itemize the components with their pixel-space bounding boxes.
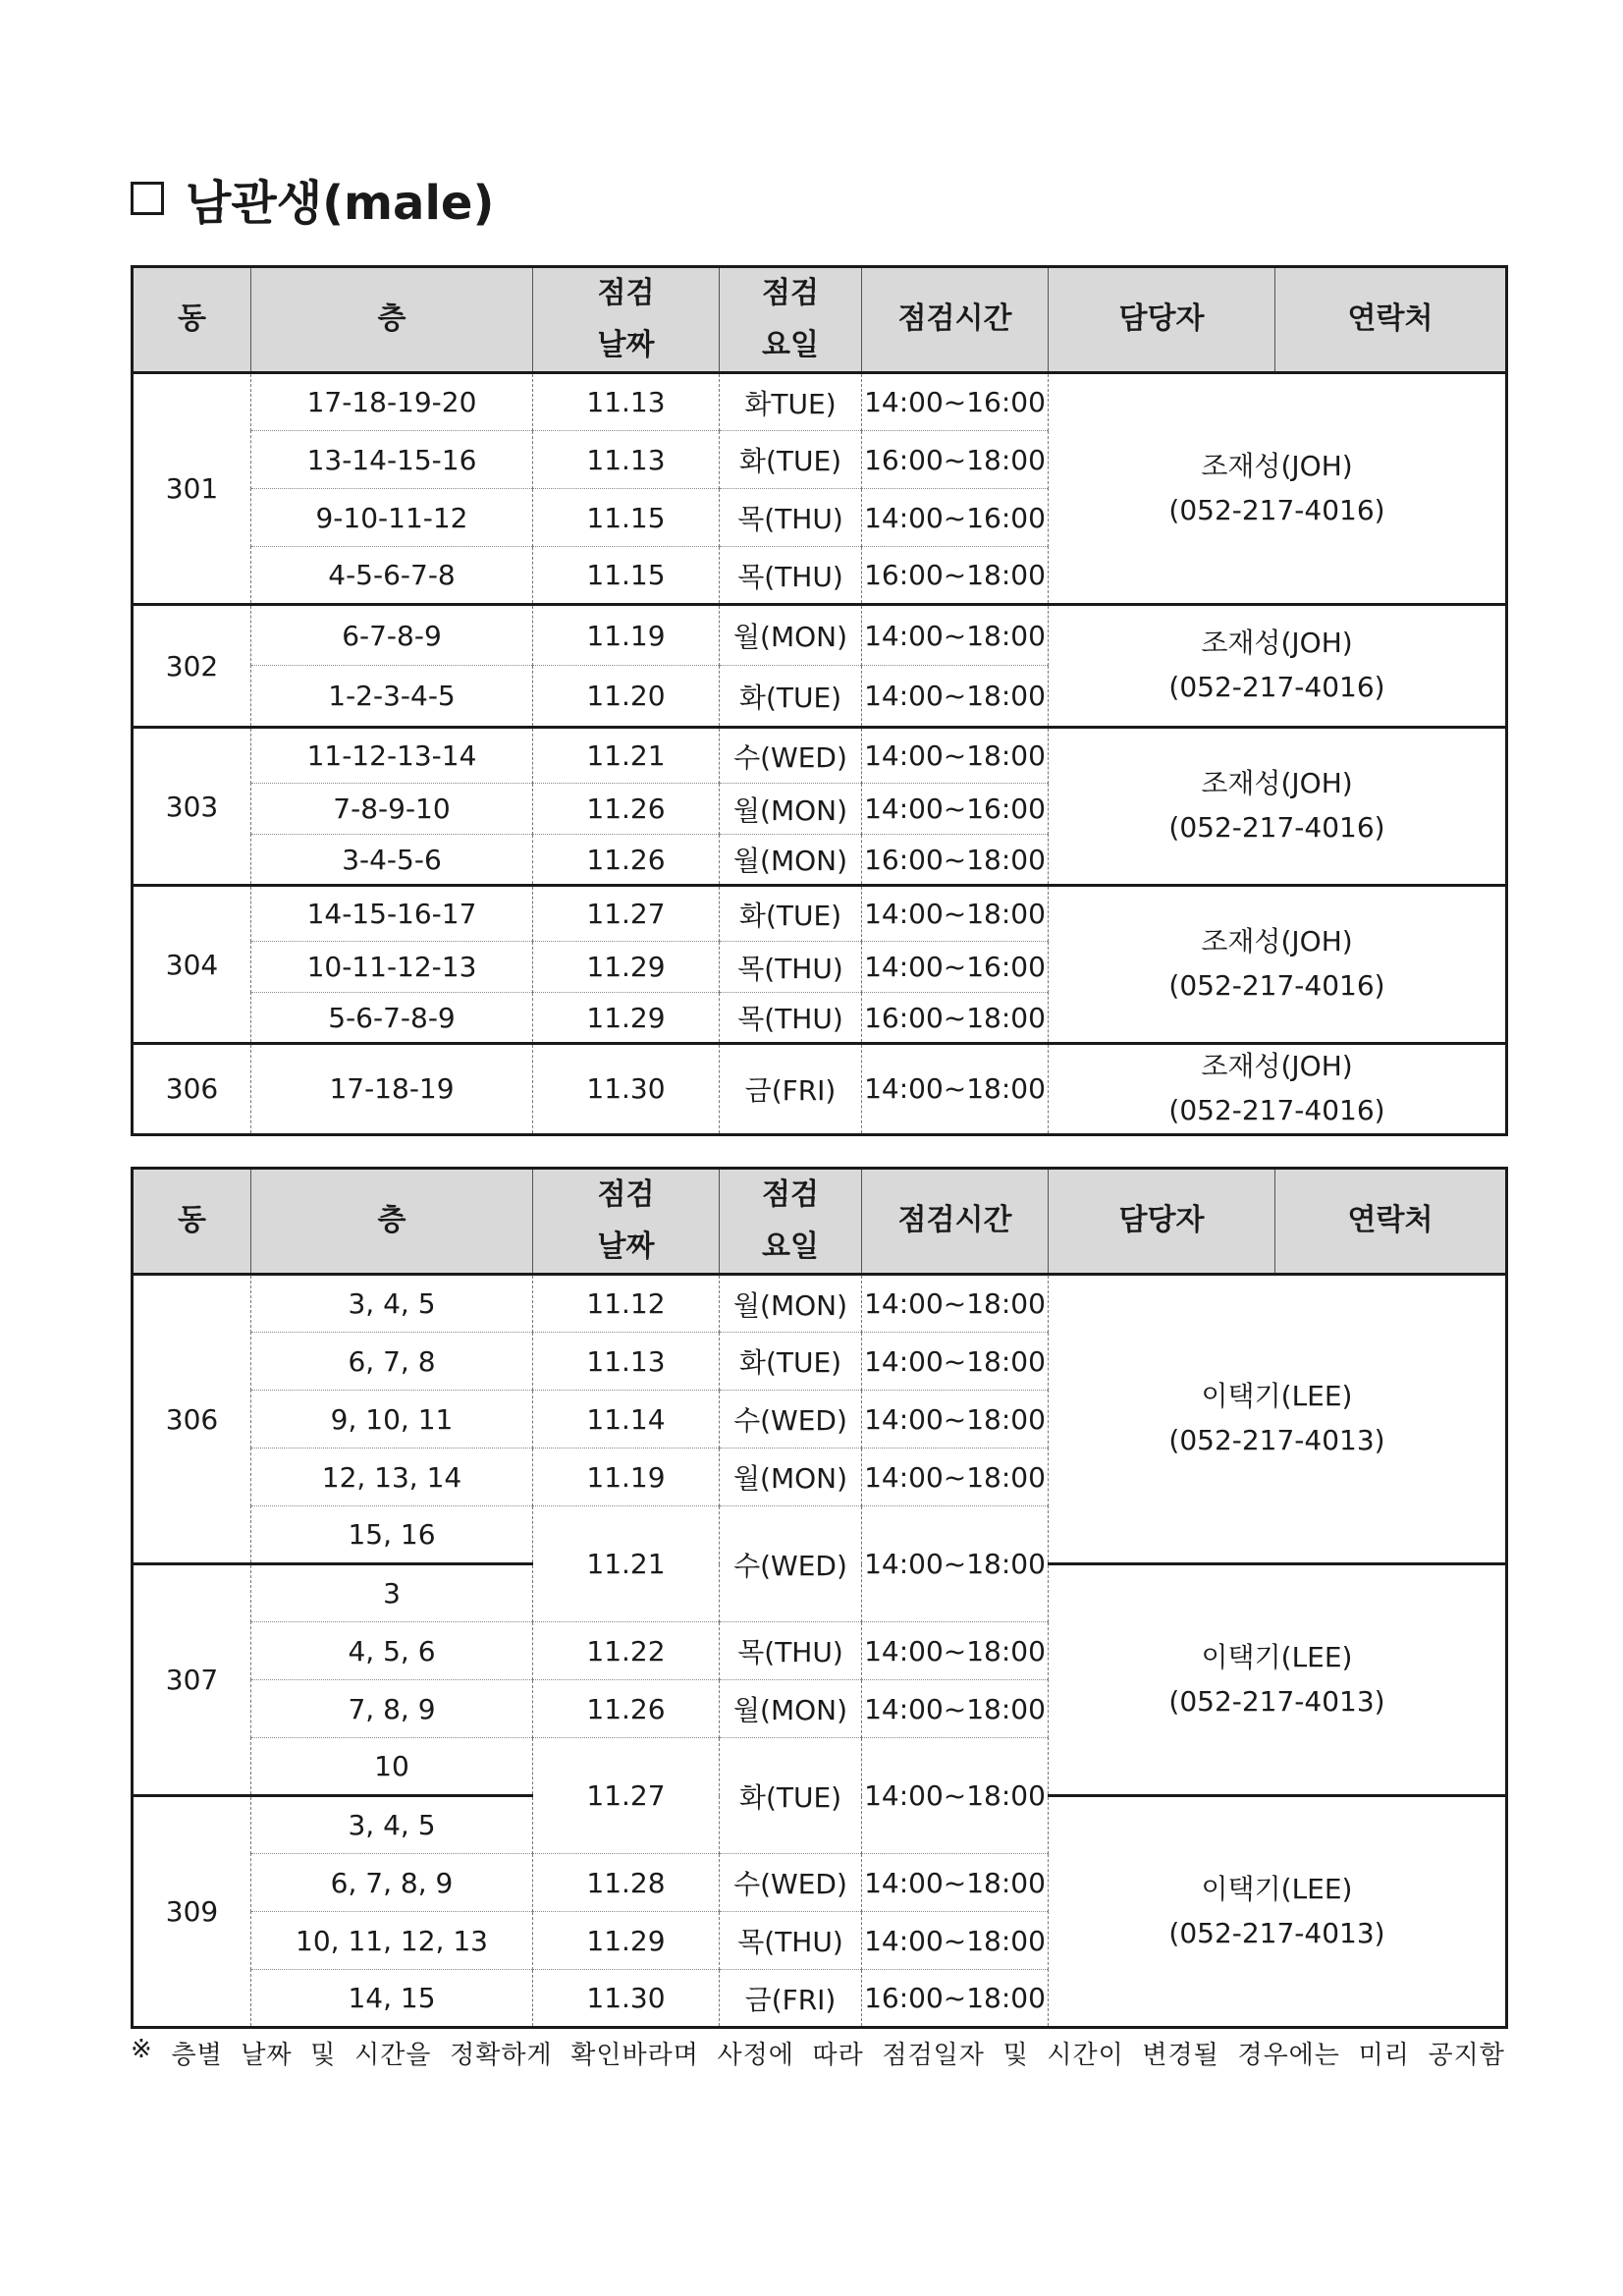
note-word: 공지함 [1428, 2041, 1505, 2070]
date-cell: 11.12 [533, 1275, 720, 1333]
time-cell: 14:00~18:00 [862, 666, 1049, 728]
table-row [133, 886, 1507, 942]
time-cell: 14:00~18:00 [862, 1044, 1049, 1135]
date-cell: 11.21 [533, 1506, 720, 1622]
note-word: 날짜 [241, 2041, 293, 2070]
floor-cell: 1-2-3-4-5 [251, 666, 533, 728]
time-cell: 16:00~18:00 [862, 993, 1049, 1044]
date-cell: 11.29 [533, 1912, 720, 1970]
day-cell: 수(WED) [720, 1506, 862, 1622]
day-cell: 월(MON) [720, 1275, 862, 1333]
floor-cell: 5-6-7-8-9 [251, 993, 533, 1044]
note-word: 및 [1002, 2041, 1029, 2070]
day-cell: 수(WED) [720, 1854, 862, 1912]
floor-cell: 3-4-5-6 [251, 835, 533, 886]
day-cell: 수(WED) [720, 728, 862, 784]
contact-phone: (052-217-4013) [1168, 1916, 1385, 1949]
date-cell: 11.14 [533, 1391, 720, 1449]
date-cell: 11.28 [533, 1854, 720, 1912]
day-cell: 월(MON) [720, 835, 862, 886]
header-date: 점검 날짜 [533, 267, 720, 373]
day-cell: 목(THU) [720, 547, 862, 605]
time-cell: 14:00~18:00 [862, 1333, 1049, 1391]
header-building: 동 [133, 1169, 251, 1275]
building-cell: 303 [133, 728, 251, 886]
time-cell: 14:00~18:00 [862, 1912, 1049, 1970]
page-title [131, 169, 495, 231]
floor-cell: 14, 15 [251, 1970, 533, 2028]
date-cell: 11.13 [533, 431, 720, 489]
date-cell: 11.27 [533, 1738, 720, 1854]
note-word: 정확하게 [450, 2041, 553, 2070]
time-cell: 16:00~18:00 [862, 835, 1049, 886]
contact-phone: (052-217-4013) [1168, 1424, 1385, 1456]
header-day: 점검 요일 [720, 267, 862, 373]
day-cell: 월(MON) [720, 784, 862, 835]
building-cell: 307 [133, 1564, 251, 1796]
time-cell: 14:00~18:00 [862, 728, 1049, 784]
contact-name: 조재성(JOH) [1201, 449, 1353, 482]
note-word: 시간을 [354, 2041, 432, 2070]
header-floor: 층 [251, 1169, 533, 1275]
floor-cell: 6, 7, 8, 9 [251, 1854, 533, 1912]
floor-cell: 3, 4, 5 [251, 1275, 533, 1333]
header-building: 동 [133, 267, 251, 373]
floor-cell: 7-8-9-10 [251, 784, 533, 835]
floor-cell: 4-5-6-7-8 [251, 547, 533, 605]
note-word: 및 [310, 2041, 337, 2070]
note-word: ※ [131, 2035, 153, 2064]
floor-cell: 12, 13, 14 [251, 1449, 533, 1506]
header-contact: 연락처 [1275, 267, 1507, 373]
date-cell: 11.19 [533, 605, 720, 666]
header-date: 점검 날짜 [533, 1169, 720, 1275]
day-cell: 수(WED) [720, 1391, 862, 1449]
day-cell: 목(THU) [720, 1912, 862, 1970]
date-cell: 11.26 [533, 784, 720, 835]
time-cell: 14:00~18:00 [862, 1680, 1049, 1738]
date-cell: 11.29 [533, 993, 720, 1044]
day-cell: 목(THU) [720, 993, 862, 1044]
contact-phone: (052-217-4013) [1168, 1684, 1385, 1718]
time-cell: 14:00~16:00 [862, 373, 1049, 431]
day-cell: 화(TUE) [720, 886, 862, 942]
date-cell: 11.13 [533, 1333, 720, 1391]
date-cell: 11.29 [533, 942, 720, 993]
note-word: 점검일자 [882, 2041, 985, 2070]
contact-phone: (052-217-4016) [1168, 493, 1385, 526]
time-cell: 16:00~18:00 [862, 1970, 1049, 2028]
floor-cell: 3 [251, 1564, 533, 1622]
day-cell: 화(TUE) [720, 666, 862, 728]
table-row [133, 373, 1507, 431]
date-cell: 11.30 [533, 1044, 720, 1135]
date-cell: 11.15 [533, 489, 720, 547]
floor-cell: 13-14-15-16 [251, 431, 533, 489]
header-time: 점검시간 [862, 1169, 1049, 1275]
header-day: 점검 요일 [720, 1169, 862, 1275]
time-cell: 14:00~18:00 [862, 1622, 1049, 1680]
floor-cell: 6-7-8-9 [251, 605, 533, 666]
floor-cell: 10, 11, 12, 13 [251, 1912, 533, 1970]
floor-cell: 14-15-16-17 [251, 886, 533, 942]
time-cell: 16:00~18:00 [862, 547, 1049, 605]
contact-phone: (052-217-4016) [1168, 811, 1385, 844]
note-word: 확인바라며 [570, 2041, 699, 2070]
note-word: 시간이 [1047, 2041, 1124, 2070]
floor-cell: 10 [251, 1738, 533, 1796]
floor-cell: 17-18-19 [251, 1044, 533, 1135]
time-cell: 14:00~18:00 [862, 1506, 1049, 1622]
date-cell: 11.30 [533, 1970, 720, 2028]
day-cell: 목(THU) [720, 489, 862, 547]
contact-name: 조재성(JOH) [1201, 1050, 1353, 1082]
date-cell: 11.22 [533, 1622, 720, 1680]
date-cell: 11.26 [533, 1680, 720, 1738]
footnote [131, 2035, 1505, 2071]
page-title-text: 남관생(male) [186, 175, 495, 231]
date-cell: 11.26 [533, 835, 720, 886]
floor-cell: 9-10-11-12 [251, 489, 533, 547]
day-cell: 금(FRI) [720, 1044, 862, 1135]
time-cell: 14:00~18:00 [862, 1391, 1049, 1449]
table-row [133, 1275, 1507, 1333]
day-cell: 월(MON) [720, 1449, 862, 1506]
header-contact: 연락처 [1275, 1169, 1507, 1275]
time-cell: 14:00~18:00 [862, 886, 1049, 942]
contact-cell [1049, 1275, 1507, 1564]
date-cell: 11.21 [533, 728, 720, 784]
building-cell: 302 [133, 605, 251, 728]
time-cell: 14:00~16:00 [862, 784, 1049, 835]
time-cell: 14:00~18:00 [862, 1738, 1049, 1854]
date-cell: 11.15 [533, 547, 720, 605]
contact-phone: (052-217-4016) [1168, 969, 1385, 1002]
day-cell: 금(FRI) [720, 1970, 862, 2028]
header-floor: 층 [251, 267, 533, 373]
floor-cell: 10-11-12-13 [251, 942, 533, 993]
floor-cell: 11-12-13-14 [251, 728, 533, 784]
checkbox-square-icon [131, 182, 164, 215]
contact-cell [1049, 1564, 1507, 1796]
floor-cell: 3, 4, 5 [251, 1796, 533, 1854]
contact-name: 이택기(LEE) [1201, 1380, 1353, 1413]
day-cell: 월(MON) [720, 605, 862, 666]
table-row [133, 1044, 1507, 1135]
header-time: 점검시간 [862, 267, 1049, 373]
floor-cell: 17-18-19-20 [251, 373, 533, 431]
table-header-row [133, 267, 1507, 373]
inspection-schedule-table-1 [131, 265, 1508, 1136]
building-cell: 306 [133, 1275, 251, 1564]
inspection-schedule-table-2 [131, 1167, 1508, 2029]
contact-cell [1049, 1044, 1507, 1135]
header-manager: 담당자 [1049, 267, 1275, 373]
floor-cell: 15, 16 [251, 1506, 533, 1564]
note-word: 미리 [1358, 2041, 1410, 2070]
day-cell: 화(TUE) [720, 1738, 862, 1854]
time-cell: 14:00~16:00 [862, 489, 1049, 547]
table-row [133, 728, 1507, 784]
date-cell: 11.19 [533, 1449, 720, 1506]
note-word: 따라 [812, 2041, 864, 2070]
time-cell: 14:00~18:00 [862, 1854, 1049, 1912]
day-cell: 목(THU) [720, 1622, 862, 1680]
day-cell: 화(TUE) [720, 431, 862, 489]
contact-name: 이택기(LEE) [1201, 1872, 1353, 1905]
contact-name: 이택기(LEE) [1201, 1640, 1353, 1673]
floor-cell: 9, 10, 11 [251, 1391, 533, 1449]
contact-cell [1049, 605, 1507, 728]
header-manager: 담당자 [1049, 1169, 1275, 1275]
contact-phone: (052-217-4016) [1168, 1093, 1385, 1126]
table-row [133, 605, 1507, 666]
contact-phone: (052-217-4016) [1168, 671, 1385, 703]
contact-cell [1049, 1796, 1507, 2028]
contact-name: 조재성(JOH) [1201, 925, 1353, 958]
note-word: 층별 [171, 2041, 223, 2070]
time-cell: 14:00~16:00 [862, 942, 1049, 993]
note-word: 경우에는 [1237, 2041, 1340, 2070]
contact-cell [1049, 886, 1507, 1044]
note-word: 변경될 [1142, 2041, 1219, 2070]
day-cell: 화TUE) [720, 373, 862, 431]
building-cell: 309 [133, 1796, 251, 2028]
day-cell: 목(THU) [720, 942, 862, 993]
date-cell: 11.20 [533, 666, 720, 728]
time-cell: 16:00~18:00 [862, 431, 1049, 489]
day-cell: 월(MON) [720, 1680, 862, 1738]
floor-cell: 4, 5, 6 [251, 1622, 533, 1680]
time-cell: 14:00~18:00 [862, 1275, 1049, 1333]
time-cell: 14:00~18:00 [862, 1449, 1049, 1506]
note-word: 사정에 [717, 2041, 794, 2070]
building-cell: 304 [133, 886, 251, 1044]
building-cell: 306 [133, 1044, 251, 1135]
date-cell: 11.13 [533, 373, 720, 431]
day-cell: 화(TUE) [720, 1333, 862, 1391]
floor-cell: 7, 8, 9 [251, 1680, 533, 1738]
time-cell: 14:00~18:00 [862, 605, 1049, 666]
contact-name: 조재성(JOH) [1201, 767, 1353, 800]
building-cell: 301 [133, 373, 251, 605]
table-header-row [133, 1169, 1507, 1275]
contact-cell [1049, 728, 1507, 886]
contact-name: 조재성(JOH) [1201, 627, 1353, 660]
contact-cell [1049, 373, 1507, 605]
floor-cell: 6, 7, 8 [251, 1333, 533, 1391]
date-cell: 11.27 [533, 886, 720, 942]
